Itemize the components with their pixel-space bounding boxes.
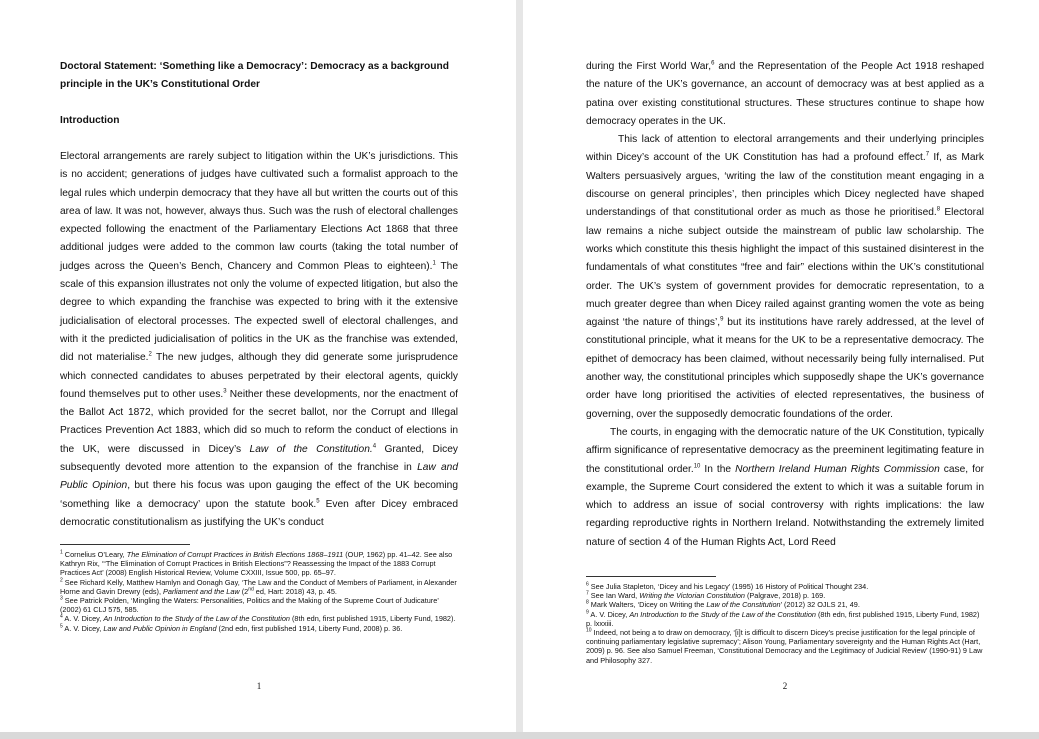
- text-run: If, as Mark Walters persuasively argues, ‘writing the law of the constitution meant engaging in a discourse on general principles’, then principles which Dicey neglected have shaped understandings of that constitutional order as much as those he prioritised.: [586, 152, 984, 219]
- footnote: [60, 550, 458, 578]
- text-run: The courts, in engaging with the democratic nature of the UK Constitution, typically affirm significance of representative democracy as the preeminent legitimating feature in the constitutional order.: [586, 426, 984, 475]
- text-run: The scale of this expansion illustrates not only the volume of expected litigation, but also the degree to which expanding the franchise was expected to bring with it the extensive judicialisation of electoral processes. The expected swell of electoral challenges, and with it the predicted judicialisation of politics in the UK as the franchise was extended, did not materialise.: [60, 260, 459, 364]
- text-run: See Richard Kelly, Matthew Hamlyn and Oonagh Gay, ‘The Law and the Conduct of Members of Parliament, in Alexander Horne and Gavin Drewry (eds),: [60, 577, 457, 596]
- footnote-marker: 1: [432, 260, 436, 267]
- page-number: 1: [256, 681, 262, 691]
- footnotes-page-2: [586, 582, 984, 665]
- text-run: In the: [700, 463, 736, 475]
- footnote: [586, 628, 984, 665]
- paragraph: [586, 131, 984, 424]
- footnote-marker: 8: [586, 599, 589, 606]
- footnote-marker: 5: [60, 623, 63, 630]
- paragraph: [586, 424, 984, 552]
- text-run: See Ian Ward,: [588, 591, 640, 601]
- text-run: A. V. Dicey,: [62, 614, 104, 624]
- footnote-marker: 7: [925, 152, 930, 159]
- footnote: [60, 578, 458, 596]
- page-number: 2: [782, 681, 788, 691]
- footnote-separator: [60, 544, 190, 545]
- text-run: (Palgrave, 2018) p. 169.: [744, 591, 826, 601]
- paragraph: [586, 58, 984, 131]
- footnote: [60, 624, 458, 633]
- footnote-marker: 7: [586, 590, 589, 597]
- footnote: [586, 610, 984, 628]
- text-run: This lack of attention to electoral arrangements and their underlying principles within Dicey’s account of the UK Constitution has had a profound effect.: [586, 134, 984, 164]
- footnote: [586, 600, 984, 609]
- text-run: Neither these developments, nor the enactment of the Ballot Act 1872, which provided for the secret ballot, nor the Corrupt and Illegal Practices Prevention Act 1883, which did so much to reform the conduct of elections in the UK, were discussed in Dicey’s: [60, 388, 458, 455]
- italic-text: An Introduction to the Study of the Law of the Constitution: [629, 609, 816, 619]
- footnote-marker: 10: [693, 463, 701, 470]
- italic-text: Law and Public Opinion: [60, 462, 458, 492]
- italic-text: Law and Public Opinion in England: [103, 623, 217, 633]
- document-page-2: [523, 0, 1039, 732]
- viewer-bottom-edge: [0, 732, 1039, 739]
- text-run: See Julia Stapleton, ‘Dicey and his Legacy’ (1995) 16 History of Political Thought 234.: [588, 582, 869, 591]
- footnote-separator: [586, 576, 716, 577]
- footnotes-page-1: [60, 550, 458, 633]
- footnote: [586, 582, 984, 591]
- paragraph: [60, 148, 458, 532]
- italic-text: An Introduction to the Study of the Law of the Constitution: [103, 614, 290, 624]
- text-run: (2: [239, 586, 249, 596]
- footnote-marker: 9: [720, 316, 724, 323]
- italic-text: Law of the Constitution: [706, 600, 781, 610]
- footnote-marker: 4: [60, 614, 63, 620]
- section-heading-introduction: Introduction: [60, 115, 120, 126]
- italic-text: Parliament and the Law: [163, 586, 240, 596]
- footnote-marker: 6: [711, 60, 715, 67]
- text-run: , but there his focus was upon gauging the effect of the UK becoming ‘something like a democracy’ upon the statute book.: [60, 480, 458, 510]
- italic-text: Writing the Victorian Constitution: [639, 591, 745, 601]
- footnote: [60, 596, 458, 614]
- document-page-1: [0, 0, 516, 732]
- footnote-marker: nd: [248, 586, 254, 593]
- text-run: (2nd edn, first published 1914, Liberty Fund, 2008) p. 36.: [216, 623, 403, 633]
- text-run: Mark Walters, ‘Dicey on Writing the: [588, 600, 707, 610]
- text-run: Even after Dicey embraced democratic constitutionalism as justifying the UK’s conduct: [60, 498, 458, 528]
- footnote-marker: 10: [586, 627, 592, 634]
- footnote-marker: 9: [586, 609, 589, 616]
- text-run: ’ (2012) 32 OJLS 21, 49.: [780, 600, 860, 610]
- text-run: Cornelius O’Leary,: [62, 550, 127, 559]
- italic-text: The Elimination of Corrupt Practices in British Elections 1868–1911: [126, 550, 344, 559]
- text-run: Electoral arrangements are rarely subject to litigation within the UK’s jurisdictions. This is no accident; generations of judges have cultivated such a formalist approach to the legal rules which underpin democracy that they have all but written the courts out of this area of law. It was not, however, always thus. Such was the rush of electoral challenges expected following the enactment of the Parliamentary Elections Act 1868 that three additional judges were added to the common law courts (taking the total number of judges across the Queen’s Bench, Chancery and Common Pleas to eighteen).: [60, 151, 458, 272]
- document-title: Doctoral Statement: ‘Something like a Democracy’: Democracy as a background principle in the UK’s Constitutional Order: [60, 61, 449, 90]
- footnote: [60, 614, 458, 623]
- text-run: (8th edn, first published 1915, Liberty Fund, 1982) p. lxxxiii.: [586, 609, 980, 628]
- page2-body: [586, 58, 984, 552]
- text-run: but its institutions have rarely addressed, at the level of constitutional principle, what it means for the UK to be a representative democracy. The epithet of democracy has been claimed, without necessarily being fully internalised. Put another way, the constitutional principles which supposedly shape the UK’s governance order have long prioritised the activities of elected representatives, the business of governing, over the supposedly democratic foundations of the order.: [586, 317, 984, 420]
- text-run: The new judges, although they did generate some jurisprudence which connected candidates to abuses perpetrated by their electoral agents, quickly found themselves put to other uses.: [60, 352, 458, 400]
- footnote-marker: 3: [60, 595, 63, 602]
- page-gap: [516, 0, 523, 739]
- italic-text: Northern Ireland Human Rights Commission: [735, 463, 940, 475]
- footnote-marker: 1: [60, 549, 63, 556]
- footnote-marker: 2: [60, 577, 63, 584]
- footnote-marker: 4: [372, 443, 377, 450]
- text-run: Indeed, not being a to draw on democracy, ‘[i]t is difficult to discern Dicey’s precise justification for the legal principle of continuing parliamentary legislative supremacy’; Alison Young, Parliamentary sovereignty and the Human Rights Act (Hart, 2009) p. 96. See also Samuel Freeman, ‘Constitutional Democracy and the Legitimacy of Judicial Review’ (1990-91) 9 Law and Philosophy 327.: [586, 628, 983, 665]
- text-run: and the Representation of the People Act 1918 reshaped the nature of the UK’s governance, an account of democracy was at best applied as a patina over existing constitutional structures. These structures continue to shape how democracy operates in the UK.: [586, 61, 984, 127]
- text-run: (8th edn, first published 1915, Liberty Fund, 1982).: [289, 614, 456, 624]
- text-run: See Patrick Polden, ‘Mingling the Waters: Personalities, Politics and the Making of the Supreme Court of Judicature’ (2002) 61 CLJ 575, 585.: [60, 596, 439, 615]
- footnote-marker: 5: [316, 498, 320, 505]
- text-run: Granted, Dicey subsequently devoted more attention to the expansion of the franchise in: [60, 443, 459, 474]
- text-run: during the First World War,: [586, 61, 712, 72]
- footnote-marker: 8: [936, 206, 941, 213]
- text-run: case, for example, the Supreme Court considered the extent to which it was a suitable forum in which to address an issue of social controversy with rights implications: the law regarding reproductive rights in Northern Ireland. Notwithstanding the extremely limited nature of section 4 of the Human Rights Act, Lord Reed: [586, 463, 985, 548]
- text-run: (OUP, 1962) pp. 41–42. See also Kathryn Rix, ‘“The Elimination of Corrupt Practices in British Elections”? Reassessing the Impact of the 1883 Corrupt Practices Act’ (2008) English Historical Review, Volume CXXIII, Issue 500, pp. 65–97.: [60, 550, 453, 578]
- page1-body: [60, 58, 458, 532]
- text-run: Electoral law remains a niche subject outside the mainstream of public law scholarship. The works which constitute this thesis highlight the impact of this sustained disinterest in the fundamentals of what constitutes “free and fair” elections within the UK’s constitutional order. The UK’s system of government provides for democratic representation, to a much greater degree than when Dicey railed against granting women the vote as being against ‘the nature of things’,: [586, 207, 984, 329]
- footnote-marker: 2: [148, 351, 152, 358]
- text-run: ed, Hart: 2018) 43, p. 45.: [253, 586, 337, 596]
- text-run: A. V. Dicey,: [588, 609, 630, 619]
- text-run: A. V. Dicey,: [62, 623, 104, 633]
- footnote-marker: 6: [586, 581, 589, 588]
- footnote-marker: 3: [223, 388, 227, 395]
- italic-text: Law of the Constitution.: [249, 443, 373, 455]
